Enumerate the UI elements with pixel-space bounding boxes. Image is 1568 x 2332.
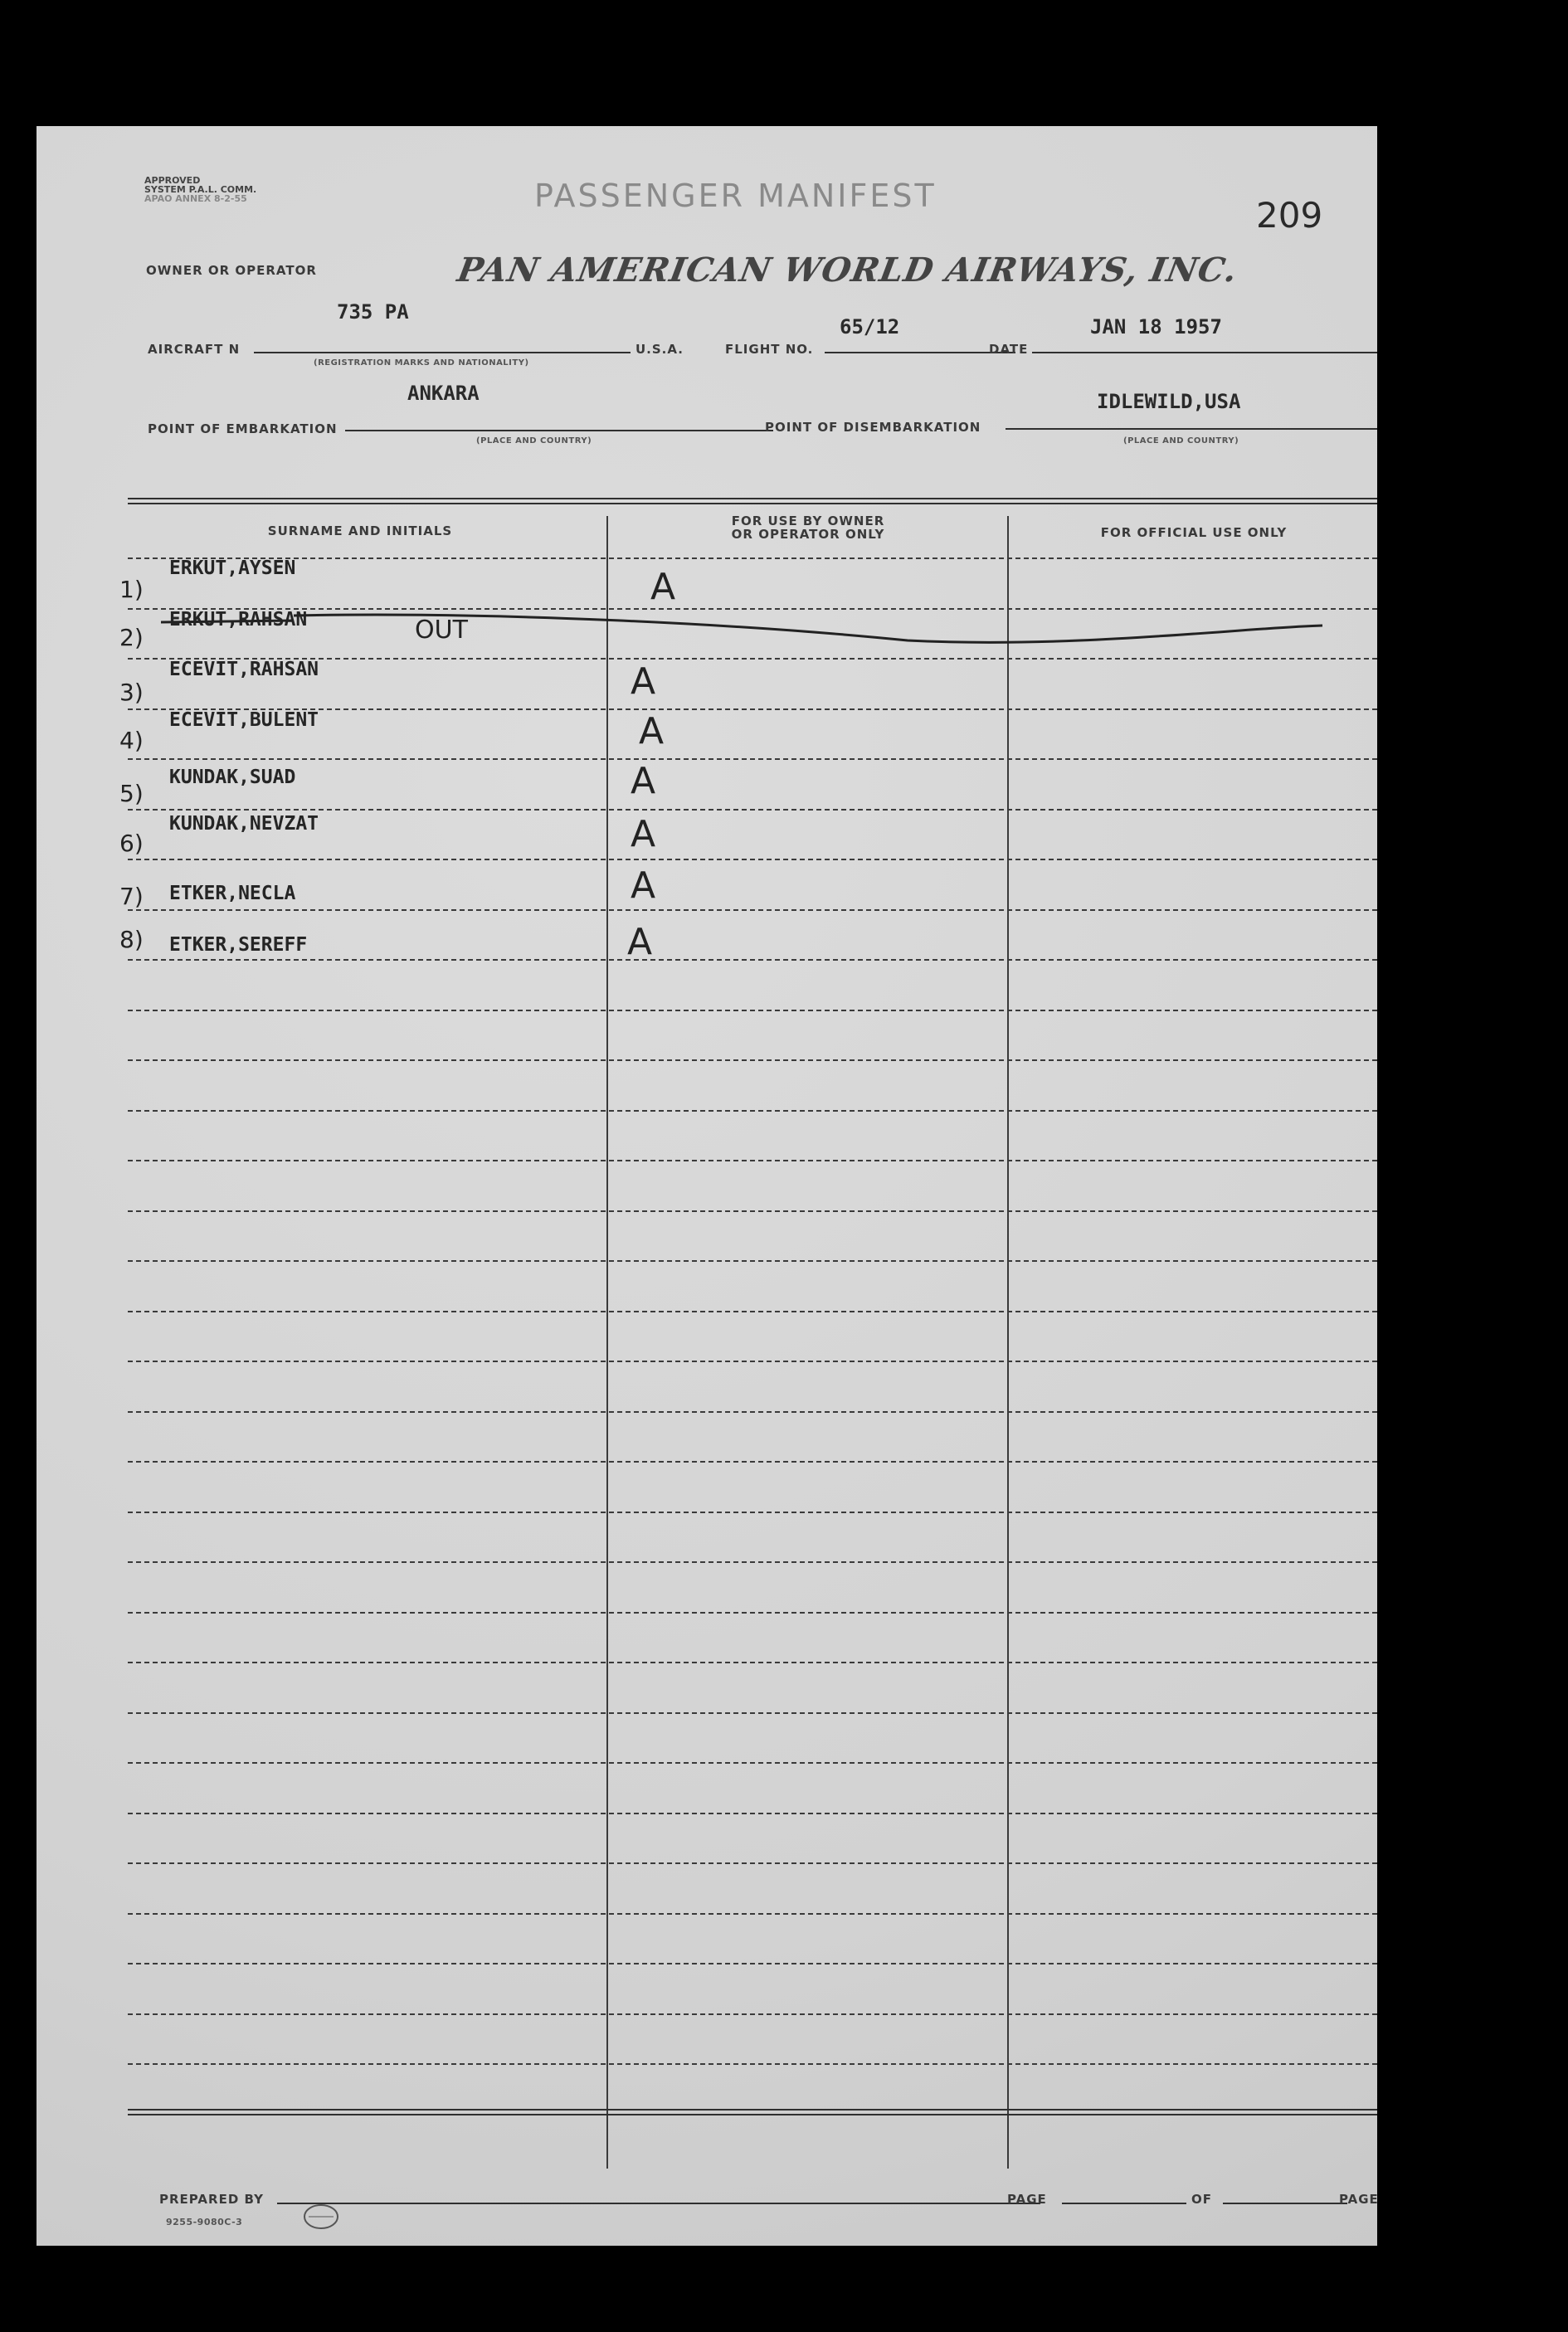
passenger-name: ECEVIT,RAHSAN bbox=[169, 659, 319, 680]
of-label: OF bbox=[1191, 2192, 1212, 2207]
table-rule bbox=[128, 1662, 1377, 1663]
date-value: JAN 18 1957 bbox=[1090, 315, 1222, 338]
aircraft-sub: (REGISTRATION MARKS AND NATIONALITY) bbox=[314, 358, 529, 368]
table-rule bbox=[128, 809, 1377, 811]
embark-value: ANKARA bbox=[407, 382, 480, 405]
table-rule bbox=[128, 959, 1377, 961]
table-rule bbox=[128, 608, 1377, 610]
col-owner-header-line1: FOR USE BY OWNER bbox=[731, 514, 885, 528]
page-label-2: PAGE bbox=[1339, 2192, 1379, 2207]
table-rule bbox=[128, 1461, 1377, 1463]
col-owner-header bbox=[617, 514, 999, 541]
aircraft-value: 735 PA bbox=[337, 300, 409, 324]
passenger-name: ETKER,NECLA bbox=[169, 883, 296, 904]
passenger-name: ECEVIT,BULENT bbox=[169, 709, 319, 731]
passenger-name: ETKER,SEREFF bbox=[169, 934, 308, 956]
status-mark: A bbox=[639, 710, 665, 752]
table-rule bbox=[128, 1010, 1377, 1011]
owner-label: OWNER OR OPERATOR bbox=[146, 263, 317, 278]
form-code: 9255-9080C-3 bbox=[166, 2217, 243, 2227]
table-rule bbox=[128, 1361, 1377, 1362]
table-rule bbox=[128, 1311, 1377, 1312]
row-number: 8) bbox=[119, 926, 144, 953]
col-surname-header: SURNAME AND INITIALS bbox=[267, 523, 453, 538]
status-mark: A bbox=[627, 921, 653, 963]
page-label: PAGE bbox=[1007, 2192, 1047, 2207]
flight-label: FLIGHT NO. bbox=[725, 342, 814, 357]
strike-through bbox=[161, 591, 1339, 665]
table-rule bbox=[128, 1862, 1377, 1864]
passenger-name: ERKUT,AYSEN bbox=[169, 557, 296, 579]
approval-stamp bbox=[144, 176, 256, 203]
table-rule bbox=[128, 758, 1377, 760]
status-mark: A bbox=[650, 566, 676, 608]
passenger-name: ERKUT,RAHSAN bbox=[169, 609, 308, 630]
table-rule bbox=[128, 658, 1377, 660]
disembark-label: POINT OF DISEMBARKATION bbox=[765, 420, 981, 435]
table-rule bbox=[128, 1612, 1377, 1614]
usa-label: U.S.A. bbox=[635, 342, 684, 357]
row-number: 4) bbox=[119, 727, 144, 754]
table-rule bbox=[128, 1512, 1377, 1513]
page-title: PASSENGER MANIFEST bbox=[534, 178, 937, 214]
approved-line-2: SYSTEM P.A.L. COMM. bbox=[144, 184, 257, 195]
disembark-value: IDLEWILD,USA bbox=[1097, 390, 1241, 413]
table-rule bbox=[128, 557, 1377, 559]
row-number: 3) bbox=[119, 679, 144, 706]
aircraft-label: AIRCRAFT N bbox=[148, 342, 241, 357]
col-owner-header-line2: OR OPERATOR ONLY bbox=[731, 527, 885, 542]
union-bug-icon bbox=[300, 2200, 342, 2233]
row-number: 5) bbox=[119, 780, 144, 807]
row-number: 6) bbox=[119, 830, 144, 857]
table-rule bbox=[128, 1411, 1377, 1413]
passenger-name: KUNDAK,NEVZAT bbox=[169, 813, 319, 835]
table-rule bbox=[128, 708, 1377, 710]
date-label: DATE bbox=[989, 342, 1029, 357]
flight-value: 65/12 bbox=[840, 315, 900, 338]
out-mark: OUT bbox=[415, 616, 468, 645]
table-rule bbox=[128, 1963, 1377, 1964]
prepared-label: PREPARED BY bbox=[159, 2192, 264, 2207]
table-rule bbox=[128, 2013, 1377, 2015]
status-mark: A bbox=[631, 660, 656, 703]
table-rule bbox=[128, 1561, 1377, 1563]
row-number: 2) bbox=[119, 624, 144, 651]
table-rule bbox=[128, 1260, 1377, 1262]
approved-line-3: APAO ANNEX 8-2-55 bbox=[144, 193, 247, 204]
table-rule bbox=[128, 1762, 1377, 1764]
status-mark: A bbox=[631, 760, 656, 802]
table-rule bbox=[128, 2063, 1377, 2065]
table-rule bbox=[128, 1160, 1377, 1161]
col-official-header: FOR OFFICIAL USE ONLY bbox=[1100, 525, 1288, 540]
row-number: 1) bbox=[119, 576, 144, 603]
page-number: 209 bbox=[1256, 195, 1323, 236]
table-rule bbox=[128, 859, 1377, 860]
status-mark: A bbox=[631, 864, 656, 907]
table-rule bbox=[128, 909, 1377, 911]
approved-line-1: APPROVED bbox=[144, 175, 201, 186]
embark-sub: (PLACE AND COUNTRY) bbox=[476, 436, 592, 445]
table-rule bbox=[128, 1059, 1377, 1061]
owner-value: PAN AMERICAN WORLD AIRWAYS, INC. bbox=[454, 251, 1241, 290]
disembark-sub: (PLACE AND COUNTRY) bbox=[1123, 436, 1239, 445]
table-rule bbox=[128, 1712, 1377, 1714]
table-rule bbox=[128, 1813, 1377, 1814]
status-mark: A bbox=[631, 813, 656, 855]
table-rule bbox=[128, 1110, 1377, 1112]
manifest-sheet bbox=[37, 126, 1377, 2246]
table-rule bbox=[128, 1210, 1377, 1212]
row-number: 7) bbox=[119, 883, 144, 910]
passenger-name: KUNDAK,SUAD bbox=[169, 767, 296, 788]
embark-label: POINT OF EMBARKATION bbox=[148, 421, 338, 436]
table-rule bbox=[128, 1913, 1377, 1915]
